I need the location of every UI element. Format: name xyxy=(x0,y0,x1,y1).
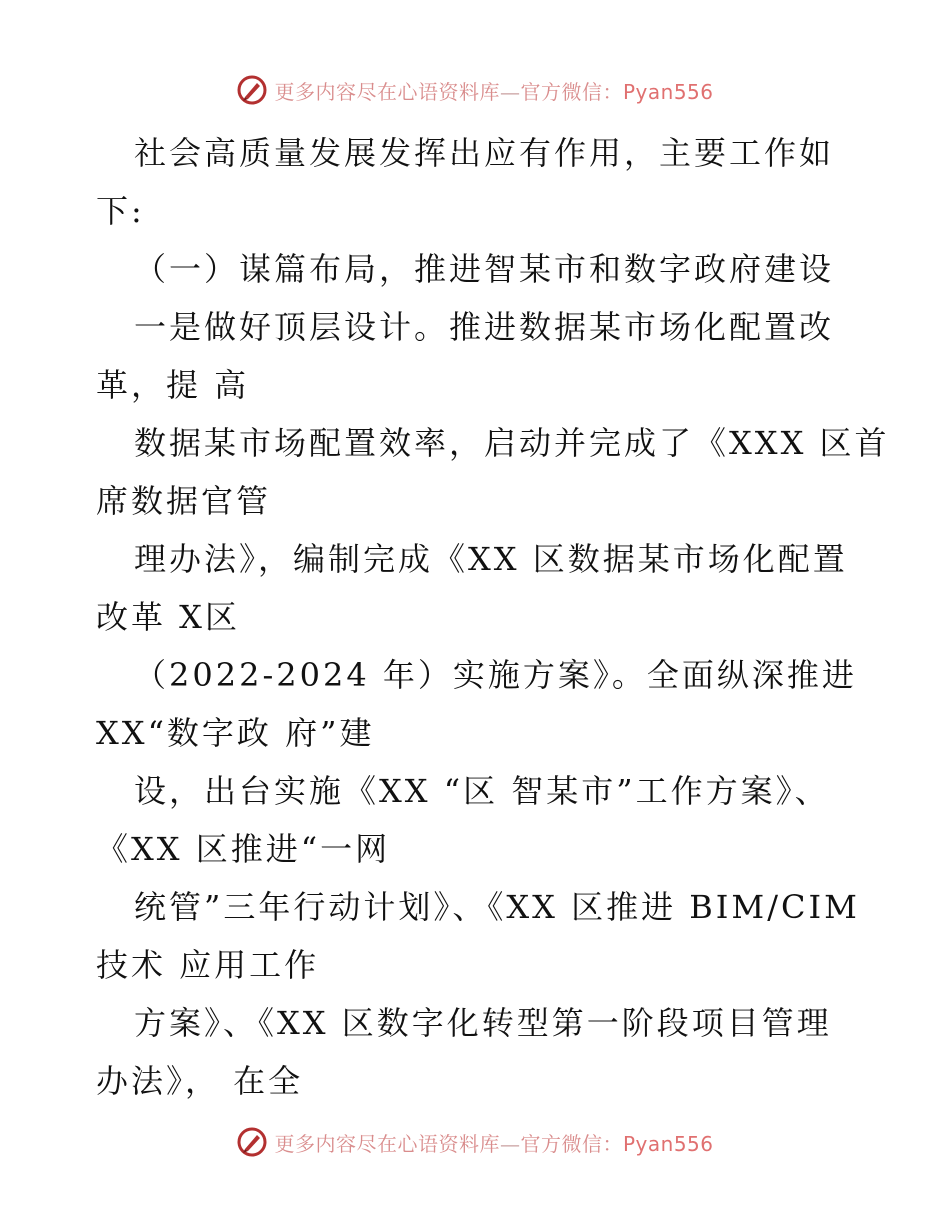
body-line: 统管”三年行动计划》、《XX 区推进 BIM/CIM xyxy=(134,888,860,926)
watermark-main-text: 更多内容尽在心语资料库 xyxy=(274,1131,500,1156)
watermark-label: 官方微信： xyxy=(520,1131,623,1156)
footer-watermark xyxy=(0,1122,950,1162)
document-body xyxy=(96,124,890,1110)
body-line: （2022-2024 年）实施方案》。全面纵深推进 xyxy=(134,656,857,694)
section-heading: （一）谋篇布局，推进智某市和数字政府建设 xyxy=(134,250,835,288)
body-line: 办法》， 在全 xyxy=(96,1062,304,1100)
pen-logo-icon xyxy=(236,1126,268,1158)
watermark-group xyxy=(236,74,713,106)
body-line: 《XX 区推进“一网 xyxy=(96,830,391,868)
watermark-account: Pyan556 xyxy=(622,79,714,104)
watermark-label: 官方微信： xyxy=(520,79,623,104)
body-line: 社会高质量发展发挥出应有作用，主要工作如 xyxy=(134,134,835,172)
body-line: 席数据官管 xyxy=(96,482,272,520)
body-line: 数据某市场配置效率，启动并完成了《XXX 区首 xyxy=(134,424,890,462)
header-watermark xyxy=(0,70,950,110)
body-line: 改革 X区 xyxy=(96,598,240,636)
body-line: XX“数字政 府”建 xyxy=(96,714,375,752)
body-line: 一是做好顶层设计。推进数据某市场化配置改 xyxy=(134,308,835,346)
watermark-separator: — xyxy=(499,1131,521,1156)
body-line: 方案》、《XX 区数字化转型第一阶段项目管理 xyxy=(134,1004,832,1042)
body-line: 技术 应用工作 xyxy=(96,946,320,984)
watermark-text xyxy=(274,1128,713,1157)
watermark-group xyxy=(236,1126,713,1158)
pen-logo-icon xyxy=(236,74,268,106)
body-line: 理办法》，编制完成《XX 区数据某市场化配置 xyxy=(134,540,848,578)
body-line: 下: xyxy=(96,192,145,230)
body-line: 设，出台实施《XX “区 智某市”工作方案》、 xyxy=(134,772,830,810)
watermark-account: Pyan556 xyxy=(622,1131,714,1156)
watermark-main-text: 更多内容尽在心语资料库 xyxy=(274,79,500,104)
watermark-separator: — xyxy=(499,79,521,104)
body-line: 革，提 高 xyxy=(96,366,250,404)
watermark-text xyxy=(274,76,713,105)
